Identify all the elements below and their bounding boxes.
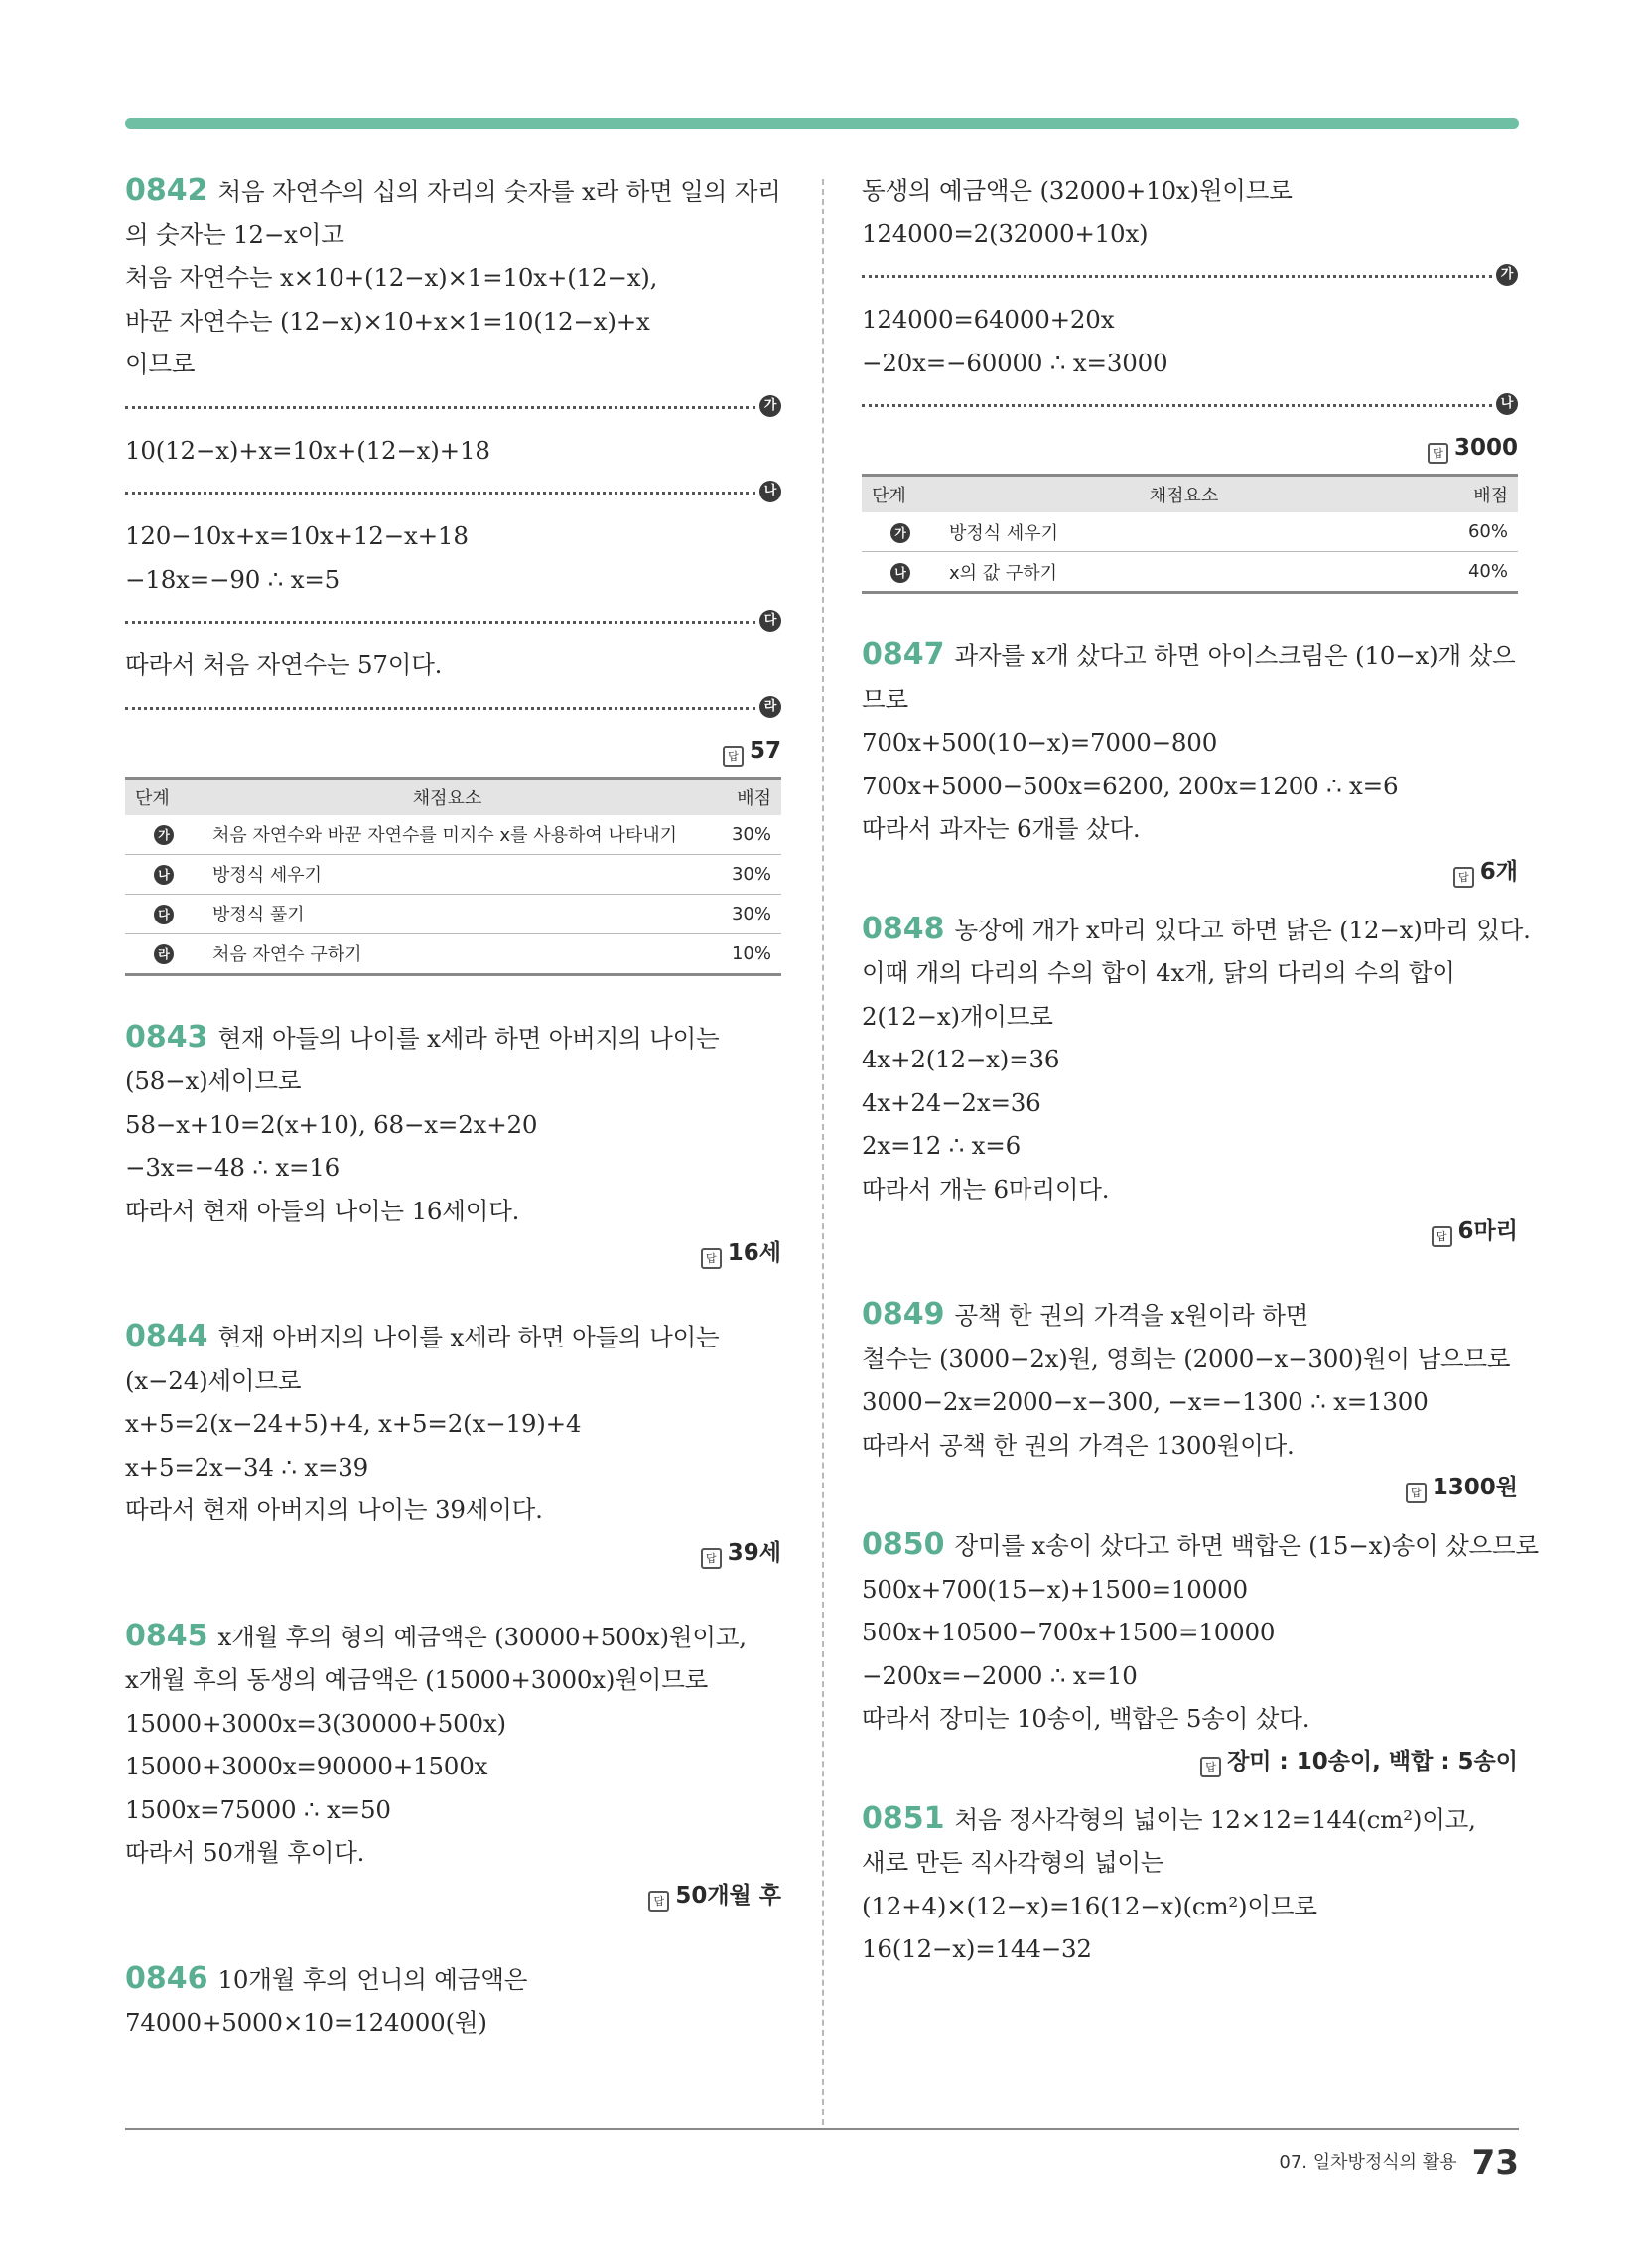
answer-mark-icon: 답 (723, 746, 744, 767)
step-separator (862, 384, 1518, 427)
top-accent-bar (125, 118, 1519, 129)
answer-mark-icon: 답 (701, 1248, 722, 1269)
step-marker: 나 (1496, 393, 1518, 415)
right-column (862, 169, 1539, 1971)
answer: 답 6개 (862, 851, 1518, 894)
answer: 답 6마리 (862, 1210, 1518, 1253)
step-marker: 다 (759, 610, 781, 632)
bottom-rule (125, 2128, 1519, 2130)
scoring-table: 단계 채점요소 배점 가 방정식 세우기 60% 나 x의 값 구하기 40% (862, 474, 1518, 594)
column-divider (822, 179, 824, 2125)
chapter-label: 07. 일차방정식의 활용 (1279, 2152, 1457, 2173)
step-marker: 가 (890, 523, 910, 543)
page-number: 73 (1471, 2143, 1519, 2183)
step-separator (862, 255, 1518, 298)
problem-0845: 0845 x개월 후의 형의 예금액은 (30000+500x)원이고, x개월 후의 동생의 예금액은 (15000+3000x)원이므로 15000+3000x=3(30000+500x) 15000+3000x=90000+1500x 1500x=75000 ∴ x=50 따라서 50개월 후이다. 답 50개월 후 (125, 1615, 781, 1917)
problem-0851: 0851 처음 정사각형의 넓이는 12×12=144(cm²)이고, 새로 만든 직사각형의 넓이는 (12+4)×(12−x)=16(12−x)(cm²)이므로 16(12−x)=144−32 (862, 1800, 1476, 1963)
problem-0842: 0842 처음 자연수의 십의 자리의 숫자를 x라 하면 일의 자리 의 숫자는 12−x이고 처음 자연수는 x×10+(12−x)×1=10x+(12−x), 바꾼 자연수는 (12−x)×10+x×1=10(12−x)+x 이므로 가 10(12−x)+x=10x+(12−x)+18 나 120−10x+x=10x+12−x+18 −18x=−90 ∴ x=5 다 따라서 처음 자연수는 57이다. 라 답 57 단계 채점요소 배점 가 처음 자연수와 바꾼 자연수를 미지수 x를 사용하여 나타내기 30% 나 방정식 세우기 30% 다 방정식 풀기 30% 라 처음 자연수 구하기 10% (125, 169, 781, 976)
step-separator (125, 687, 781, 730)
problem-number: 0843 (125, 1019, 208, 1055)
step-marker: 가 (759, 395, 781, 417)
step-marker: 나 (154, 865, 174, 885)
answer-mark-icon: 답 (1432, 1226, 1452, 1247)
step-marker: 다 (154, 905, 174, 924)
problem-number: 0847 (862, 638, 945, 672)
answer: 답 3000 (862, 427, 1518, 470)
table-row: 나 방정식 세우기 30% (125, 854, 781, 894)
problem-0849: 0849 공책 한 권의 가격을 x원이라 하면 철수는 (3000−2x)원, 영희는 (2000−x−300)원이 남으므로 3000−2x=2000−x−300, −x=−1300 ∴ x=1300 따라서 공책 한 권의 가격은 1300원이다. 답 1300원 (862, 1293, 1518, 1509)
answer-mark-icon: 답 (1453, 867, 1474, 888)
answer-mark-icon: 답 (1428, 443, 1448, 464)
answer-mark-icon: 답 (1406, 1483, 1427, 1503)
problem-number: 0844 (125, 1319, 208, 1353)
problem-number: 0850 (862, 1527, 945, 1562)
answer: 답 57 (125, 730, 781, 773)
problem-number: 0845 (125, 1618, 208, 1653)
answer: 답 39세 (125, 1532, 781, 1575)
left-column (125, 169, 781, 2045)
answer-mark-icon: 답 (1200, 1757, 1221, 1777)
answer-mark-icon: 답 (701, 1548, 722, 1569)
problem-0847: 0847 과자를 x개 샀다고 하면 아이스크림은 (10−x)개 샀으 므로 700x+500(10−x)=7000−800 700x+5000−500x=6200, 200x=1200 ∴ x=6 따라서 과자는 6개를 샀다. 답 6개 (862, 634, 1518, 894)
table-row: 라 처음 자연수 구하기 10% (125, 933, 781, 974)
problem-number: 0849 (862, 1297, 945, 1332)
scoring-table: 단계 채점요소 배점 가 처음 자연수와 바꾼 자연수를 미지수 x를 사용하여 나타내기 30% 나 방정식 세우기 30% 다 방정식 풀기 30% 라 처음 자연수 구하기 10% (125, 777, 781, 976)
page-footer (1279, 2143, 1519, 2183)
step-marker: 라 (154, 944, 174, 964)
answer: 답 장미 : 10송이, 백합 : 5송이 (862, 1741, 1518, 1783)
step-separator (125, 386, 781, 429)
step-marker: 나 (890, 563, 910, 583)
problem-number: 0846 (125, 1960, 208, 1996)
problem-0843: 0843 현재 아들의 나이를 x세라 하면 아버지의 나이는 (58−x)세이므로 58−x+10=2(x+10), 68−x=2x+20 −3x=−48 ∴ x=16 따라서 현재 아들의 나이는 16세이다. 답 16세 (125, 1016, 781, 1276)
problem-0850: 0850 장미를 x송이 샀다고 하면 백합은 (15−x)송이 샀으므로 500x+700(15−x)+1500=10000 500x+10500−700x+1500=10000 −200x=−2000 ∴ x=10 따라서 장미는 10송이, 백합은 5송이 샀다. 답 장미 : 10송이, 백합 : 5송이 (862, 1523, 1518, 1783)
answer: 답 1300원 (862, 1467, 1518, 1509)
problem-number: 0851 (862, 1800, 945, 1836)
problem-0844: 0844 현재 아버지의 나이를 x세라 하면 아들의 나이는 (x−24)세이므로 x+5=2(x−24+5)+4, x+5=2(x−19)+4 x+5=2x−34 ∴ x=39 따라서 현재 아버지의 나이는 39세이다. 답 39세 (125, 1315, 781, 1575)
problem-0846-continued: 동생의 예금액은 (32000+10x)원이므로 124000=2(32000+10x) 가 124000=64000+20x −20x=−60000 ∴ x=3000 나 답 3000 단계 채점요소 배점 가 방정식 세우기 60% 나 x의 값 구하기 40% (862, 169, 1518, 594)
problem-number: 0842 (125, 173, 208, 208)
problem-0848: 0848 농장에 개가 x마리 있다고 하면 닭은 (12−x)마리 있다. 이때 개의 다리의 수의 합이 4x개, 닭의 다리의 수의 합이 2(12−x)개이므로 4x+2(12−x)=36 4x+24−2x=36 2x=12 ∴ x=6 따라서 개는 6마리이다. 답 6마리 (862, 908, 1518, 1254)
answer: 답 16세 (125, 1232, 781, 1275)
step-separator (125, 601, 781, 643)
answer-mark-icon: 답 (648, 1891, 669, 1912)
step-separator (125, 472, 781, 514)
table-row: 나 x의 값 구하기 40% (862, 552, 1518, 593)
step-marker: 가 (1496, 264, 1518, 286)
step-marker: 라 (759, 696, 781, 718)
table-row: 가 방정식 세우기 60% (862, 512, 1518, 552)
table-row: 다 방정식 풀기 30% (125, 894, 781, 933)
problem-number: 0848 (862, 911, 945, 946)
step-marker: 나 (759, 481, 781, 502)
table-row: 가 처음 자연수와 바꾼 자연수를 미지수 x를 사용하여 나타내기 30% (125, 815, 781, 855)
answer: 답 50개월 후 (125, 1875, 781, 1917)
step-marker: 가 (154, 825, 174, 845)
problem-0846: 0846 10개월 후의 언니의 예금액은 74000+5000×10=124000(원) (125, 1960, 528, 2037)
